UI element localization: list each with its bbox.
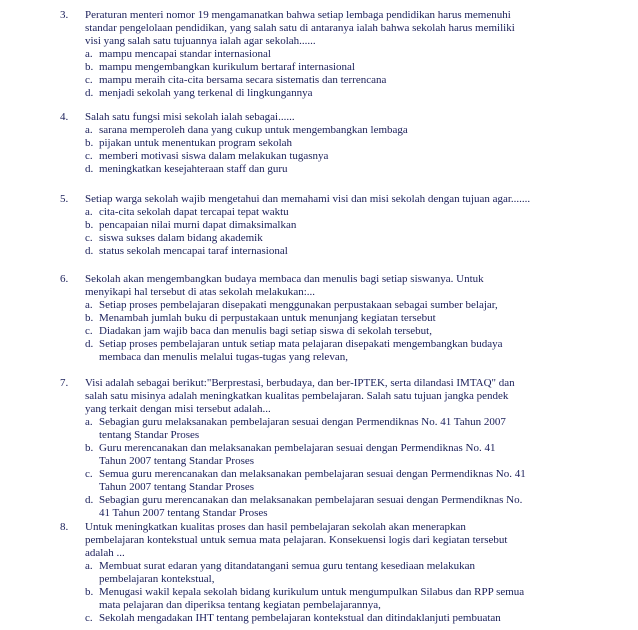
question-number: 3. <box>60 9 69 21</box>
question-number: 6. <box>60 273 69 285</box>
document-page: 3. Peraturan menteri nomor 19 mengamanatkan bahwa setiap lembaga pendidikan harus memenuhi standar pengelolaan pendidikan, yang salah satu di antaranya ialah bahwa sekolah harus memiliki visi yang salah satu tujuannya ialah agar sekolah...... a. mampu mencapai standar internasional b. mampu mengembangkan kurikulum bertaraf internasional c. mampu meraih cita-cita bersama secara sistematis dan terrencana d. menjadi sekolah yang terkenal di lingkungannya 4. Salah satu fungsi misi sekolah ialah sebagai...... a. sarana memperoleh dana yang cukup untuk mengembangkan lembaga b. pijakan untuk menentukan program sekolah c. memberi motivasi siswa dalam melakukan tugasnya d. meningkatkan kesejahteraan staff dan guru 5. Setiap warga sekolah wajib mengetahui dan memahami visi dan misi sekolah dengan tujuan agar....... a. cita-cita sekolah dapat tercapai tepat waktu b. pencapaian nilai murni dapat dimaksimalkan c. siswa sukses dalam bidang akademik d. status sekolah mencapai taraf internasional 6. Sekolah akan mengembangkan budaya membaca dan menulis bagi setiap siswanya. Untuk menyikapi hal tersebut di atas sekolah melakukan:... a. Setiap proses pembelajaran disepakati menggunakan perpustakaan sebagai sumber belajar, b. Menambah jumlah buku di perpustakaan untuk menunjang kegiatan tersebut c. Diadakan jam wajib baca dan menulis bagi setiap siswa di sekolah tersebut, d. Setiap proses pembelajaran untuk setiap mata pelajaran disepakati mengembangkan budaya membaca dan menulis melalui tugas-tugas yang relevan, 7. Visi adalah sebagai berikut:"Berprestasi, berbudaya, dan ber-IPTEK, serta dilandasi IMTAQ" dan salah satu misinya adalah meningkatkan kualitas pembelajaran. Salah satu tujuan jangka pendek yang terkait dengan misi tersebut adalah... a. Sebagian guru melaksanakan pembelajaran sesuai dengan Permendiknas No. 41 Tahun 2007 tentang Standar Proses b. Guru merencanakan dan melaksanakan pembelajaran sesuai dengan Permendiknas No. 41 Tahun 2007 tentang Standar Proses c. Semua guru merencanakan dan melaksanakan pembelajaran sesuai dengan Permendiknas No. 41 Tahun 2007 tentang Standar Proses d. Sebagian guru merencanakan dan melaksanakan pembelajaran sesuai dengan Permendiknas No. 41 Tahun 2007 tentang Standar Proses 8. Untuk meningkatkan kualitas proses dan hasil pembelajaran sekolah akan menerapkan pembelajaran kontekstual untuk semua mata pelajaran. Konsekuensi logis dari kegiatan tersebut adalah ... a. Membuat surat edaran yang ditandatangani semua guru tentang kesediaan melakukan pembelajaran kontekstual, b. Menugasi wakil kepala sekolah bidang kurikulum untuk mengumpulkan Silabus dan RPP semua mata pelajaran dan diperiksa tentang kegiatan pembelajarannya, c. Sekolah mengadakan IHT tentang pembelajaran kontekstual dan ditindaklanjuti pembuatan <box>0 0 638 630</box>
question-stem: Setiap warga sekolah wajib mengetahui dan memahami visi dan misi sekolah dengan tujuan agar....... <box>85 193 531 205</box>
question-stem: Sekolah akan mengembangkan budaya membaca dan menulis bagi setiap siswanya. Untuk menyikapi hal tersebut di atas sekolah melakukan:... <box>85 273 484 298</box>
question-number: 7. <box>60 377 69 389</box>
question-stem: Salah satu fungsi misi sekolah ialah sebagai...... <box>85 111 295 123</box>
question-number: 8. <box>60 521 69 533</box>
question-number: 4. <box>60 111 69 123</box>
question-stem: Peraturan menteri nomor 19 mengamanatkan bahwa setiap lembaga pendidikan harus memenuhi standar pengelolaan pendidikan, yang salah satu di antaranya ialah bahwa sekolah harus memiliki visi yang salah satu tujuannya ialah agar sekolah...... <box>85 9 515 47</box>
question-stem: Visi adalah sebagai berikut:"Berprestasi, berbudaya, dan ber-IPTEK, serta dilandasi IMTAQ" dan salah satu misinya adalah meningkatkan kualitas pembelajaran. Salah satu tujuan jangka pendek yang terkait dengan misi tersebut adalah... <box>85 377 515 415</box>
question-stem: Untuk meningkatkan kualitas proses dan hasil pembelajaran sekolah akan menerapkan pembelajaran kontekstual untuk semua mata pelajaran. Konsekuensi logis dari kegiatan tersebut adalah ... <box>85 521 508 559</box>
question-number: 5. <box>60 193 69 205</box>
